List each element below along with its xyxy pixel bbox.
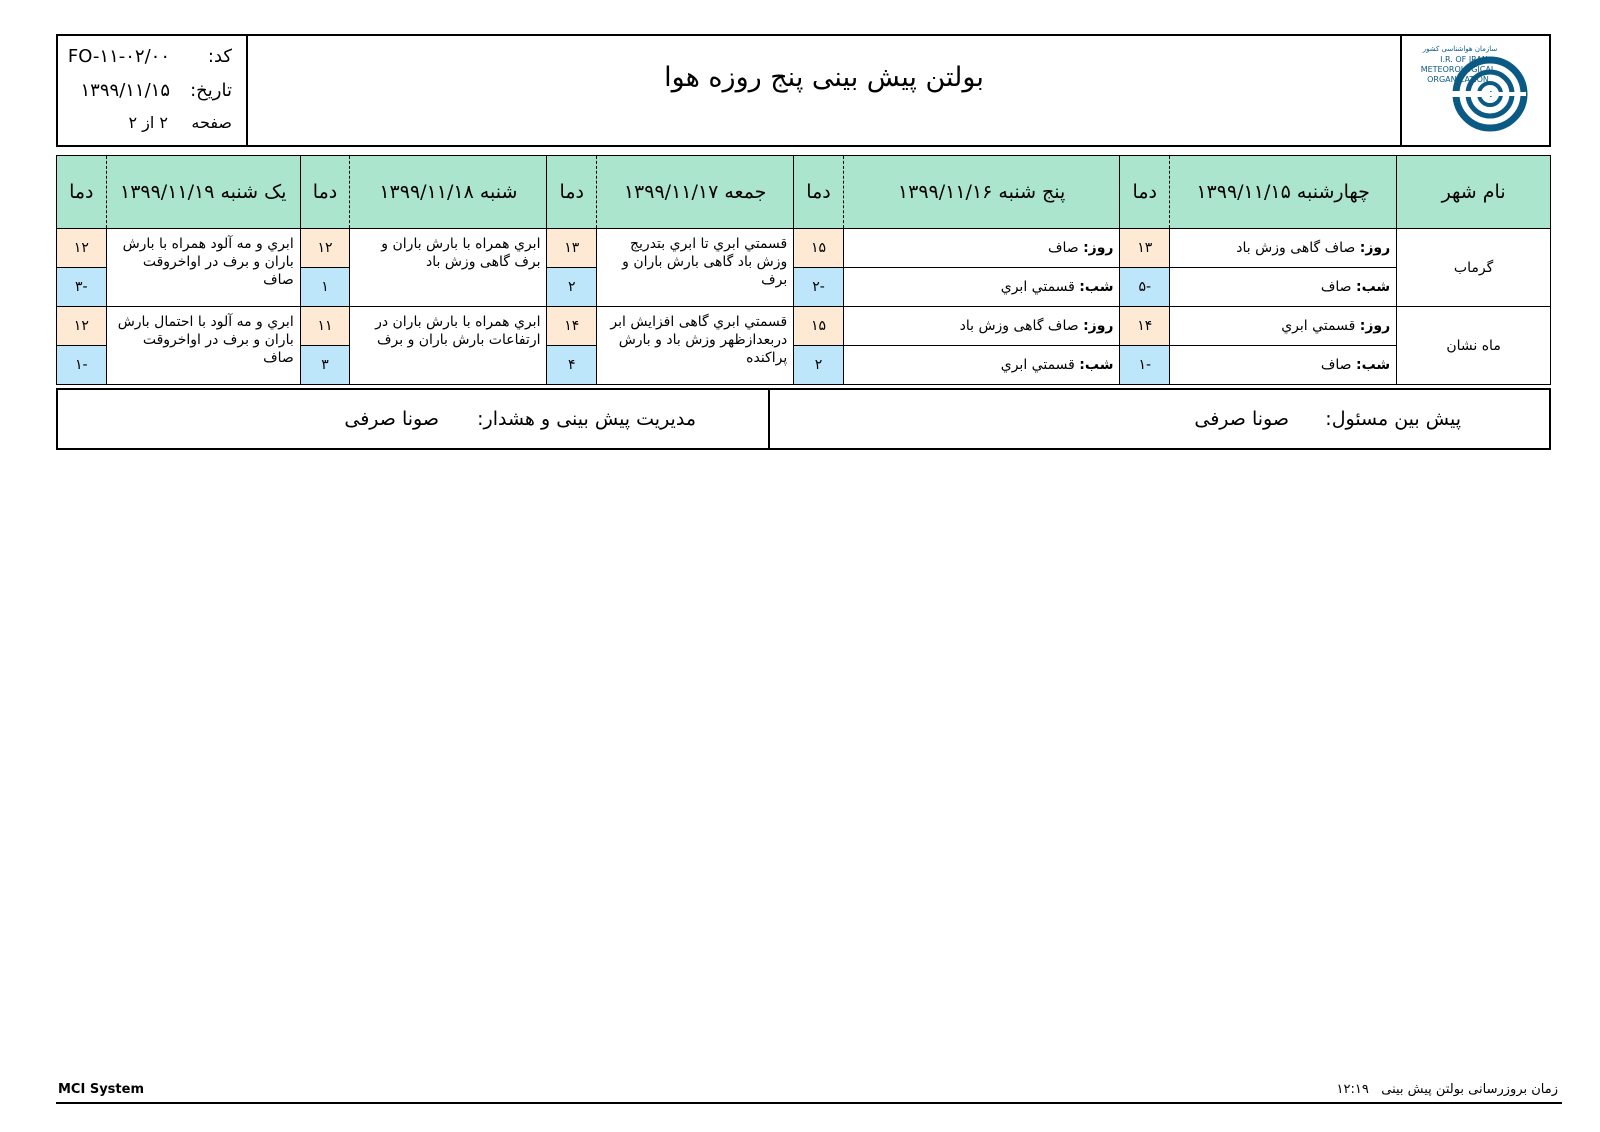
table-row — [57, 307, 1551, 346]
temp-header-4: دما — [300, 156, 350, 229]
max-temp: ۱۵ — [794, 229, 844, 268]
night-forecast-text: صاف — [1320, 279, 1352, 295]
forecast-description: قسمتي ابري گاهی افزایش ابر دربعدازظهر وزش باد و بارش پراکنده — [597, 307, 794, 385]
city-name: ماه نشان — [1397, 307, 1551, 385]
min-temp: ۲ — [547, 268, 597, 307]
logo-text-country: I.R. OF IRAN — [1440, 55, 1488, 64]
max-temp: ۱۴ — [547, 307, 597, 346]
max-temp: ۱۲ — [300, 229, 350, 268]
logo-text-meteo: METEOROLOGICAL — [1420, 65, 1496, 74]
day-forecast — [843, 229, 1120, 268]
night-label: شب: — [1079, 357, 1114, 373]
day-forecast-text: قسمتي ابري — [1281, 318, 1356, 334]
min-temp: -۳ — [57, 268, 107, 307]
temp-header-5: دما — [57, 156, 107, 229]
page-row — [58, 113, 246, 143]
min-temp: -۱ — [57, 346, 107, 385]
day-forecast-text: صاف — [1047, 240, 1079, 256]
min-temp: -۲ — [794, 268, 844, 307]
day-header-4: شنبه ۱۳۹۹/۱۱/۱۸ — [350, 156, 547, 229]
forecast-description: ابري همراه با بارش باران در ارتفاعات بارش باران و برف — [350, 307, 547, 385]
night-forecast-text: قسمتي ابري — [1000, 357, 1075, 373]
night-forecast — [843, 268, 1120, 307]
table-header-row — [57, 156, 1551, 229]
forecaster-label: پیش بین مسئول: — [1325, 408, 1461, 430]
max-temp: ۱۲ — [57, 307, 107, 346]
update-time: ۱۲:۱۹ — [1336, 1082, 1369, 1097]
forecast-table — [56, 155, 1551, 385]
day-forecast — [1170, 307, 1397, 346]
table-row — [57, 229, 1551, 268]
logo-text-org: ORGANIZATION — [1427, 75, 1489, 84]
night-forecast — [1170, 346, 1397, 385]
city-name: گرماب — [1397, 229, 1551, 307]
organization-logo — [1402, 36, 1551, 145]
night-label: شب: — [1079, 279, 1114, 295]
day-header-1: چهارشنبه ۱۳۹۹/۱۱/۱۵ — [1170, 156, 1397, 229]
update-label: زمان بروزرسانی بولتن پیش بینی — [1381, 1082, 1558, 1097]
min-temp: ۳ — [300, 346, 350, 385]
min-temp: ۲ — [794, 346, 844, 385]
code-value: FO-۱۱-۰۲/۰۰ — [67, 46, 170, 67]
day-label: روز: — [1083, 240, 1114, 256]
temp-header-1: دما — [1120, 156, 1170, 229]
city-header: نام شهر — [1397, 156, 1551, 229]
max-temp: ۱۴ — [1120, 307, 1170, 346]
min-temp: -۱ — [1120, 346, 1170, 385]
document-meta — [58, 36, 248, 145]
max-temp: ۱۱ — [300, 307, 350, 346]
day-forecast-text: صاف گاهی وزش باد — [959, 318, 1079, 334]
footer-system-label: MCI System — [58, 1082, 144, 1097]
forecast-description: قسمتي ابري تا ابري بتدريج وزش باد گاهی بارش باران و برف — [597, 229, 794, 307]
min-temp: -۵ — [1120, 268, 1170, 307]
day-forecast-text: صاف گاهی وزش باد — [1236, 240, 1356, 256]
day-header-3: جمعه ۱۳۹۹/۱۱/۱۷ — [597, 156, 794, 229]
date-label: تاریخ: — [190, 80, 232, 101]
footer-rule — [56, 1102, 1562, 1104]
night-forecast-text: صاف — [1320, 357, 1352, 373]
date-value: ۱۳۹۹/۱۱/۱۵ — [80, 80, 170, 101]
bulletin-header — [56, 34, 1551, 147]
day-label: روز: — [1359, 240, 1391, 256]
code-label: کد: — [207, 46, 232, 67]
night-forecast-text: قسمتي ابري — [1000, 279, 1075, 295]
night-label: شب: — [1355, 357, 1391, 373]
night-label: شب: — [1355, 279, 1391, 295]
day-label: روز: — [1359, 318, 1391, 334]
night-forecast — [843, 346, 1120, 385]
logo-cell — [1400, 36, 1549, 145]
page-value: ۲ از ۲ — [128, 113, 168, 132]
day-forecast — [1170, 229, 1397, 268]
bulletin-title: بولتن پیش بینی پنج روزه هوا — [664, 62, 984, 93]
forecaster-name: صونا صرفی — [1194, 408, 1289, 430]
forecast-description: ابري و مه آلود همراه با بارش باران و برف در اواخروقت صاف — [106, 229, 300, 307]
signature-box — [56, 388, 1551, 450]
day-forecast — [843, 307, 1120, 346]
page-label: صفحه — [191, 113, 232, 132]
manager-name: صونا صرفی — [344, 408, 439, 430]
code-row — [58, 46, 246, 76]
date-row — [58, 80, 246, 110]
signature-divider — [768, 390, 770, 448]
max-temp: ۱۲ — [57, 229, 107, 268]
min-temp: ۴ — [547, 346, 597, 385]
night-forecast — [1170, 268, 1397, 307]
footer-update-time — [1337, 1082, 1558, 1097]
forecast-description: ابري و مه آلود با احتمال بارش باران و برف در اواخروقت صاف — [106, 307, 300, 385]
min-temp: ۱ — [300, 268, 350, 307]
day-header-2: پنج شنبه ۱۳۹۹/۱۱/۱۶ — [843, 156, 1120, 229]
max-temp: ۱۵ — [794, 307, 844, 346]
forecast-description: ابري همراه با بارش باران و برف گاهی وزش باد — [350, 229, 547, 307]
manager-label: مدیریت پیش بینی و هشدار: — [477, 408, 696, 430]
day-label: روز: — [1083, 318, 1114, 334]
temp-header-3: دما — [547, 156, 597, 229]
day-header-5: یک شنبه ۱۳۹۹/۱۱/۱۹ — [106, 156, 300, 229]
max-temp: ۱۳ — [547, 229, 597, 268]
logo-text-fa: سازمان هواشناسی کشور — [1422, 45, 1498, 53]
temp-header-2: دما — [794, 156, 844, 229]
max-temp: ۱۳ — [1120, 229, 1170, 268]
